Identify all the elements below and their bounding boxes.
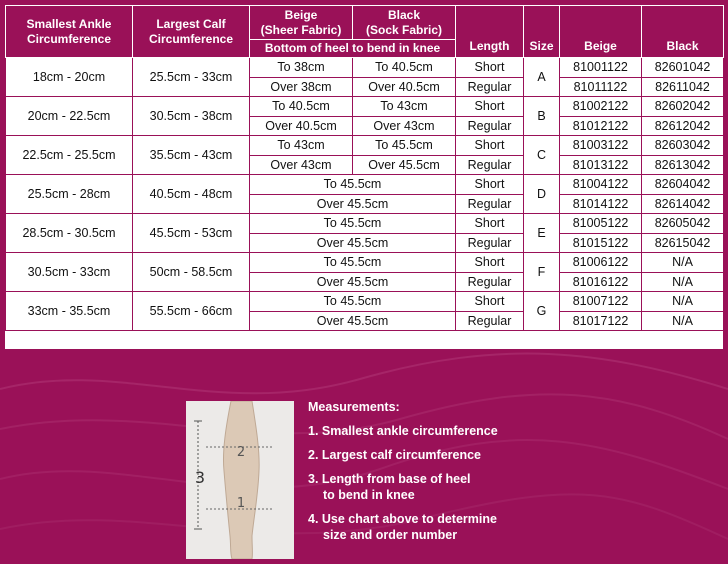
length-label-cell: Regular — [456, 77, 524, 97]
length-label-cell: Regular — [456, 233, 524, 253]
measurement-item-4-line1: 4. Use chart above to determine — [308, 512, 497, 526]
length-label-cell: Regular — [456, 194, 524, 214]
ankle-cell: 25.5cm - 28cm — [6, 175, 133, 214]
calf-cell: 55.5cm - 66cm — [133, 292, 250, 331]
measurements-title: Measurements: — [308, 400, 400, 414]
measurement-item-3-line1: 3. Length from base of heel — [308, 472, 471, 486]
measurement-item-1: 1. Smallest ankle circumference — [308, 424, 498, 438]
size-chart-table — [5, 5, 724, 331]
black-code-cell: 82604042 — [642, 175, 724, 195]
length-beige-cell: To 38cm — [250, 58, 353, 78]
ankle-cell: 30.5cm - 33cm — [6, 253, 133, 292]
beige-code-cell: 81005122 — [560, 214, 642, 234]
ankle-cell: 33cm - 35.5cm — [6, 292, 133, 331]
measurement-item-4 — [308, 511, 708, 543]
header-black-code: Black — [642, 6, 724, 58]
ankle-cell: 18cm - 20cm — [6, 58, 133, 97]
length-both-cell: Over 45.5cm — [250, 194, 456, 214]
length-label-cell: Short — [456, 97, 524, 117]
size-cell: F — [524, 253, 560, 292]
beige-code-cell: 81006122 — [560, 253, 642, 273]
measure-label-1: 1 — [236, 496, 246, 511]
size-cell: D — [524, 175, 560, 214]
beige-code-cell: 81001122 — [560, 58, 642, 78]
black-code-cell: 82601042 — [642, 58, 724, 78]
calf-cell: 25.5cm - 33cm — [133, 58, 250, 97]
black-code-cell: 82611042 — [642, 77, 724, 97]
header-black-fabric: Black (Sock Fabric) — [353, 6, 456, 40]
length-label-cell: Regular — [456, 272, 524, 292]
length-black-cell: Over 40.5cm — [353, 77, 456, 97]
black-code-cell: 82613042 — [642, 155, 724, 175]
length-label-cell: Short — [456, 214, 524, 234]
measurement-item-3-line2: to bend in knee — [323, 488, 415, 502]
length-label-cell: Short — [456, 175, 524, 195]
header-length-span: Bottom of heel to bend in knee — [250, 40, 456, 58]
header-beige-code: Beige — [560, 6, 642, 58]
ankle-cell: 28.5cm - 30.5cm — [6, 214, 133, 253]
length-black-cell: To 40.5cm — [353, 58, 456, 78]
measurement-item-3 — [308, 471, 708, 503]
beige-code-cell: 81012122 — [560, 116, 642, 136]
size-cell: G — [524, 292, 560, 331]
length-both-cell: Over 45.5cm — [250, 233, 456, 253]
table-row — [6, 253, 724, 273]
length-both-cell: Over 45.5cm — [250, 311, 456, 331]
length-black-cell: Over 43cm — [353, 116, 456, 136]
beige-code-cell: 81003122 — [560, 136, 642, 156]
size-cell: B — [524, 97, 560, 136]
beige-code-cell: 81004122 — [560, 175, 642, 195]
calf-cell: 30.5cm - 38cm — [133, 97, 250, 136]
table-row — [6, 97, 724, 117]
black-code-cell: N/A — [642, 272, 724, 292]
length-label-cell: Short — [456, 292, 524, 312]
leg-diagram-panel — [186, 401, 294, 559]
leg-measurement-diagram — [186, 401, 294, 559]
calf-cell: 40.5cm - 48cm — [133, 175, 250, 214]
length-black-cell: Over 45.5cm — [353, 155, 456, 175]
calf-cell: 35.5cm - 43cm — [133, 136, 250, 175]
black-code-cell: N/A — [642, 311, 724, 331]
black-code-cell: 82614042 — [642, 194, 724, 214]
length-black-cell: To 43cm — [353, 97, 456, 117]
length-both-cell: To 45.5cm — [250, 253, 456, 273]
beige-code-cell: 81007122 — [560, 292, 642, 312]
length-label-cell: Regular — [456, 155, 524, 175]
black-code-cell: 82612042 — [642, 116, 724, 136]
length-label-cell: Short — [456, 253, 524, 273]
leg-shape — [223, 401, 259, 559]
header-length: Length — [456, 6, 524, 58]
measure-label-3: 3 — [194, 468, 206, 487]
header-calf: Largest Calf Circumference — [133, 6, 250, 58]
table-row — [6, 214, 724, 234]
length-beige-cell: To 43cm — [250, 136, 353, 156]
length-label-cell: Short — [456, 136, 524, 156]
calf-cell: 50cm - 58.5cm — [133, 253, 250, 292]
black-code-cell: N/A — [642, 253, 724, 273]
black-code-cell: N/A — [642, 292, 724, 312]
beige-code-cell: 81017122 — [560, 311, 642, 331]
length-label-cell: Regular — [456, 116, 524, 136]
length-label-cell: Short — [456, 58, 524, 78]
ankle-cell: 20cm - 22.5cm — [6, 97, 133, 136]
header-size: Size — [524, 6, 560, 58]
size-cell: C — [524, 136, 560, 175]
length-label-cell: Regular — [456, 311, 524, 331]
table-row — [6, 292, 724, 312]
calf-cell: 45.5cm - 53cm — [133, 214, 250, 253]
measurements-list — [308, 399, 708, 551]
beige-code-cell: 81015122 — [560, 233, 642, 253]
black-code-cell: 82605042 — [642, 214, 724, 234]
length-beige-cell: Over 43cm — [250, 155, 353, 175]
header-beige-fabric: Beige (Sheer Fabric) — [250, 6, 353, 40]
header-ankle: Smallest Ankle Circumference — [6, 6, 133, 58]
measure-label-2: 2 — [236, 445, 246, 460]
length-both-cell: Over 45.5cm — [250, 272, 456, 292]
length-both-cell: To 45.5cm — [250, 214, 456, 234]
beige-code-cell: 81011122 — [560, 77, 642, 97]
size-cell: A — [524, 58, 560, 97]
length-both-cell: To 45.5cm — [250, 292, 456, 312]
beige-code-cell: 81014122 — [560, 194, 642, 214]
length-beige-cell: Over 38cm — [250, 77, 353, 97]
length-beige-cell: Over 40.5cm — [250, 116, 353, 136]
black-code-cell: 82603042 — [642, 136, 724, 156]
black-code-cell: 82615042 — [642, 233, 724, 253]
measurement-item-4-line2: size and order number — [323, 528, 458, 542]
length-beige-cell: To 40.5cm — [250, 97, 353, 117]
beige-code-cell: 81016122 — [560, 272, 642, 292]
table-row — [6, 58, 724, 78]
beige-code-cell: 81002122 — [560, 97, 642, 117]
measurement-item-2: 2. Largest calf circumference — [308, 448, 481, 462]
length-both-cell: To 45.5cm — [250, 175, 456, 195]
black-code-cell: 82602042 — [642, 97, 724, 117]
beige-code-cell: 81013122 — [560, 155, 642, 175]
table-row — [6, 136, 724, 156]
length-black-cell: To 45.5cm — [353, 136, 456, 156]
size-cell: E — [524, 214, 560, 253]
table-row — [6, 175, 724, 195]
ankle-cell: 22.5cm - 25.5cm — [6, 136, 133, 175]
